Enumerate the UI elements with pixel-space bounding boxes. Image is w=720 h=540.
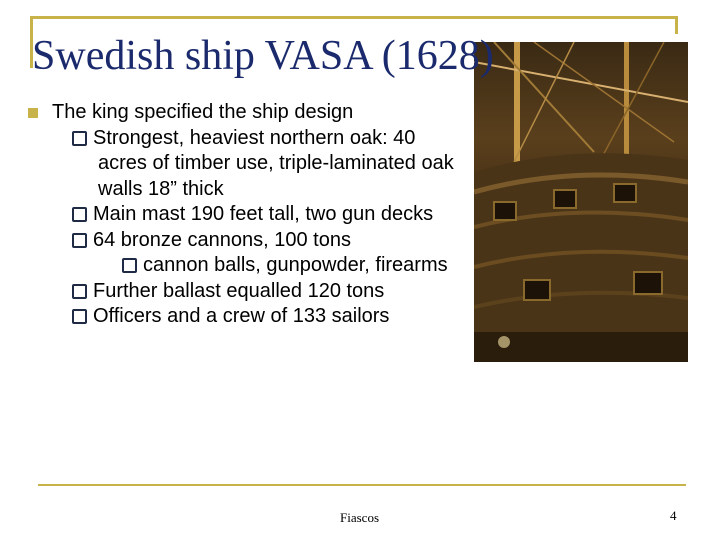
bullet-level1 — [28, 100, 468, 126]
checkbox-bullet-icon — [72, 309, 87, 324]
bullet-list — [28, 100, 468, 330]
checkbox-bullet-icon — [122, 258, 137, 273]
footer-label: Fiascos — [340, 510, 379, 525]
bullet-text: Further ballast equalled 120 tons — [93, 279, 385, 302]
bullet-text: Officers and a crew of 133 sailors — [93, 305, 390, 327]
bullet-level2 — [50, 202, 468, 228]
bullet-level2 — [50, 304, 468, 330]
square-bullet-icon — [28, 108, 38, 118]
bullet-text: 64 bronze cannons, 100 tons — [93, 228, 351, 251]
page-number: 4 — [670, 508, 677, 523]
slide-title: Swedish ship VASA (1628) — [32, 33, 494, 79]
bullet-text: Main mast 190 feet tall, two gun decks — [93, 203, 434, 225]
bullet-level3 — [88, 253, 468, 279]
bullet-text: cannon balls, gunpowder, firearms — [143, 254, 448, 276]
footer-divider — [38, 484, 686, 486]
bullet-level2 — [50, 279, 468, 305]
bullet-text: The king specified the ship design — [52, 101, 354, 123]
checkbox-bullet-icon — [72, 233, 87, 248]
slide-frame-right — [675, 16, 678, 34]
slide-frame-top — [30, 16, 678, 19]
bullet-level2 — [50, 126, 468, 203]
checkbox-bullet-icon — [72, 131, 87, 146]
vasa-ship-photo — [474, 42, 688, 362]
bullet-text: Strongest, heaviest northern oak: 40 acres of timber use, triple-laminated oak walls 18” thick — [93, 126, 454, 200]
checkbox-bullet-icon — [72, 284, 87, 299]
bullet-level2 — [50, 228, 468, 254]
checkbox-bullet-icon — [72, 207, 87, 222]
